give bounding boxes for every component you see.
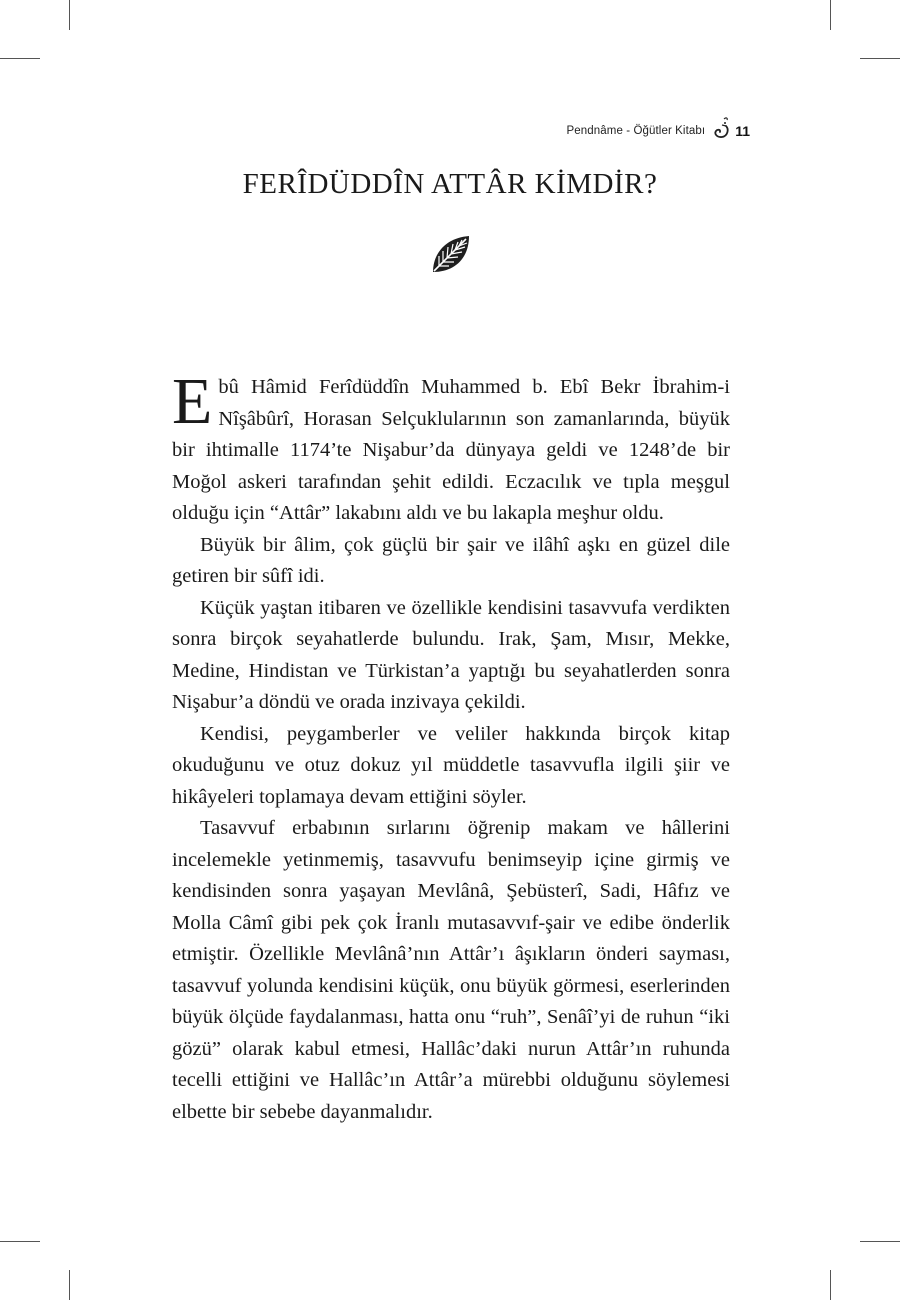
paragraph-1-text: bû Hâmid Ferîdüddîn Muhammed b. Ebî Bekr İbrahim-i Nîşâbûrî, Horasan Selçuklularının son zamanlarında, büyük bir ihtimalle 1174’te Nişabur’da dünyaya geldi ve 1248’de bir Moğol askeri tarafından şehit edildi. Eczacılık ve tıpla meşgul olduğu için “Attâr” lakabını aldı ve bu lakapla meşhur oldu. <box>172 376 730 524</box>
drop-cap: E <box>172 365 213 438</box>
leaf-icon <box>429 232 473 276</box>
chapter-title: FERÎDÜDDÎN ATTÂR KİMDİR? <box>242 168 658 200</box>
body-text <box>172 365 730 1128</box>
paragraph-1 <box>172 365 730 530</box>
crop-mark-bottom-left <box>69 1270 70 1300</box>
crop-mark-left-top <box>0 58 40 59</box>
crop-mark-top-right <box>830 0 831 30</box>
running-title: Pendnâme - Öğütler Kitabı <box>566 125 706 137</box>
crop-mark-top-left <box>69 0 70 30</box>
paragraph-4: Kendisi, peygamberler ve veliler hakkında birçok kitap okuduğunu ve otuz dokuz yıl müddetle tasavvufla ilgili şiir ve hikâyeleri toplamaya devam ettiğini söyler. <box>172 722 730 808</box>
crop-mark-left-bottom <box>0 1241 40 1242</box>
paragraph-3: Küçük yaştan itibaren ve özellikle kendisini tasavvufa verdikten sonra birçok seyahatlerde bulundu. Irak, Şam, Mısır, Mekke, Medine, Hindistan ve Türkistan’a yaptığı bu seyahatlerden sonra Nişabur’a döndü ve orada inzivaya çekildi. <box>172 596 730 713</box>
arabic-calligraphy-ornament-icon <box>709 115 731 141</box>
paragraph-2: Büyük bir âlim, çok güçlü bir şair ve ilâhî aşkı en güzel dile getiren bir sûfî idi. <box>172 533 730 587</box>
running-header <box>567 120 750 142</box>
crop-mark-right-bottom <box>860 1241 900 1242</box>
page-number: 11 <box>735 123 750 139</box>
paragraph-5: Tasavvuf erbabının sırlarını öğrenip makam ve hâllerini incelemekle yetinmemiş, tasavvufu benimseyip içine girmiş ve kendisinden sonra yaşayan Mevlânâ, Şebüsterî, Sadi, Hâfız ve Molla Câmî gibi pek çok İranlı mutasavvıf-şair ve edibe önderlik etmiştir. Özellikle Mevlânâ’nın Attâr’ı âşıkların önderi sayması, tasavvuf yolunda kendisini küçük, onu büyük görmesi, eserlerinden büyük ölçüde faydalanması, hatta onu “ruh”, Senâî’yi de ruhun “iki gözü” olarak kabul etmesi, Hallâc’daki nurun Attâr’ın ruhunda tecelli ettiğini ve Hallâc’ın Attâr’a mürebbi olduğunu söylemesi elbette bir sebebe dayanmalıdır. <box>172 817 730 1123</box>
crop-mark-right-top <box>860 58 900 59</box>
crop-mark-bottom-right <box>830 1270 831 1300</box>
